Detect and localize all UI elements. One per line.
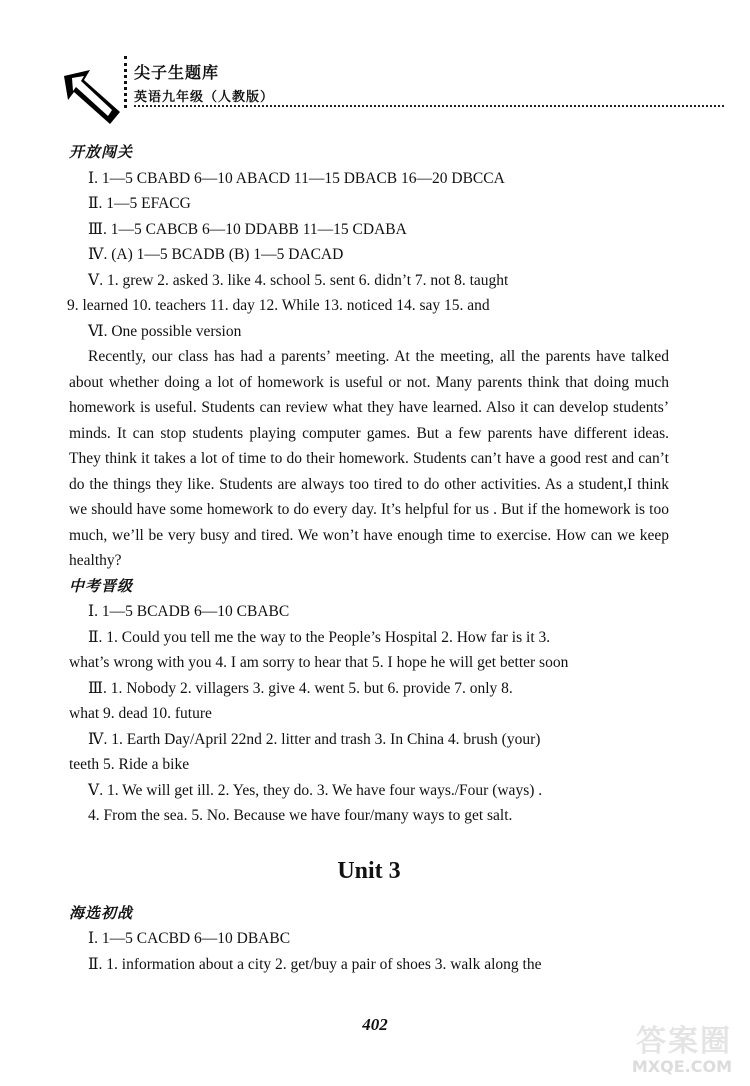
section-heading-kaifang: 开放闯关 bbox=[69, 143, 134, 161]
essay-paragraph: Recently, our class has had a parents’ meeting. At the meeting, all the parents have talked about whether doing a lot of homework is useful or not. Many parents think that doing much homework is useful. Students can review what they have learned. Also it can develop students’ minds. It can stop students playing computer games. But a few parents have different ideas. They think it takes a lot of time to do their homework. Students can’t have a good rest and can’t do the things they like. Students are always too tired to do other activities. As a student,I think we should have some homework to do every day. It’s helpful for us . But if the homework is too much, we’ll be very busy and tired. We won’t have enough time to exercise. How can we keep healthy? bbox=[69, 348, 669, 569]
book-subtitle: 英语九年级（人教版） bbox=[134, 90, 275, 105]
answer-line: Ⅵ. One possible version bbox=[88, 322, 242, 340]
decorative-dots bbox=[124, 56, 131, 108]
answer-line: Ⅰ. 1—5 CACBD 6—10 DBABC bbox=[88, 930, 291, 947]
answer-line: Ⅳ. 1. Earth Day/April 22nd 2. litter and trash 3. In China 4. brush (your) bbox=[88, 730, 541, 748]
answer-line: Ⅰ. 1—5 BCADB 6—10 CBABC bbox=[88, 603, 290, 620]
book-brand: 尖子生题库 bbox=[134, 63, 220, 82]
answer-line: what’s wrong with you 4. I am sorry to hear that 5. I hope he will get better soon bbox=[69, 654, 569, 671]
answer-line: Ⅱ. 1. Could you tell me the way to the People’s Hospital 2. How far is it 3. bbox=[88, 628, 551, 646]
arrow-logo-icon bbox=[62, 68, 122, 126]
answer-line: Ⅱ. 1. information about a city 2. get/buy a pair of shoes 3. walk along the bbox=[88, 955, 542, 973]
section-heading-haixuan: 海选初战 bbox=[69, 903, 134, 922]
answer-line: what 9. dead 10. future bbox=[69, 705, 212, 722]
answer-line: Ⅲ. 1—5 CABCB 6—10 DDABB 11—15 CDABA bbox=[88, 220, 407, 238]
answer-line: Ⅱ. 1—5 EFACG bbox=[88, 195, 191, 212]
answer-line: Ⅰ. 1—5 CBABD 6—10 ABACD 11—15 DBACB 16—20 DBCCA bbox=[88, 169, 505, 187]
answer-line: Ⅲ. 1. Nobody 2. villagers 3. give 4. went 5. but 6. provide 7. only 8. bbox=[88, 679, 513, 697]
answer-line: Ⅳ. (A) 1—5 BCADB (B) 1—5 DACAD bbox=[88, 246, 344, 263]
watermark-url: MXQE.COM bbox=[631, 1057, 732, 1076]
answer-line: teeth 5. Ride a bike bbox=[69, 756, 190, 773]
answer-line: 4. From the sea. 5. No. Because we have four/many ways to get salt. bbox=[88, 807, 513, 824]
watermark bbox=[602, 1016, 732, 1076]
answer-line: Ⅴ. 1. We will get ill. 2. Yes, they do. 3. We have four ways./Four (ways) . bbox=[88, 781, 543, 799]
book-header bbox=[62, 56, 672, 126]
header-rule bbox=[134, 105, 724, 107]
section-heading-zhongkao: 中考晋级 bbox=[69, 576, 134, 595]
watermark-text: 答案圈 bbox=[636, 1024, 732, 1059]
page-number: 402 bbox=[362, 1015, 388, 1034]
answer-line: Ⅴ. 1. grew 2. asked 3. like 4. school 5. sent 6. didn’t 7. not 8. taught bbox=[88, 271, 509, 289]
unit-title: Unit 3 bbox=[337, 857, 401, 884]
answer-content bbox=[69, 140, 669, 977]
answer-line: 9. learned 10. teachers 11. day 12. While 13. noticed 14. say 15. and bbox=[67, 297, 490, 314]
